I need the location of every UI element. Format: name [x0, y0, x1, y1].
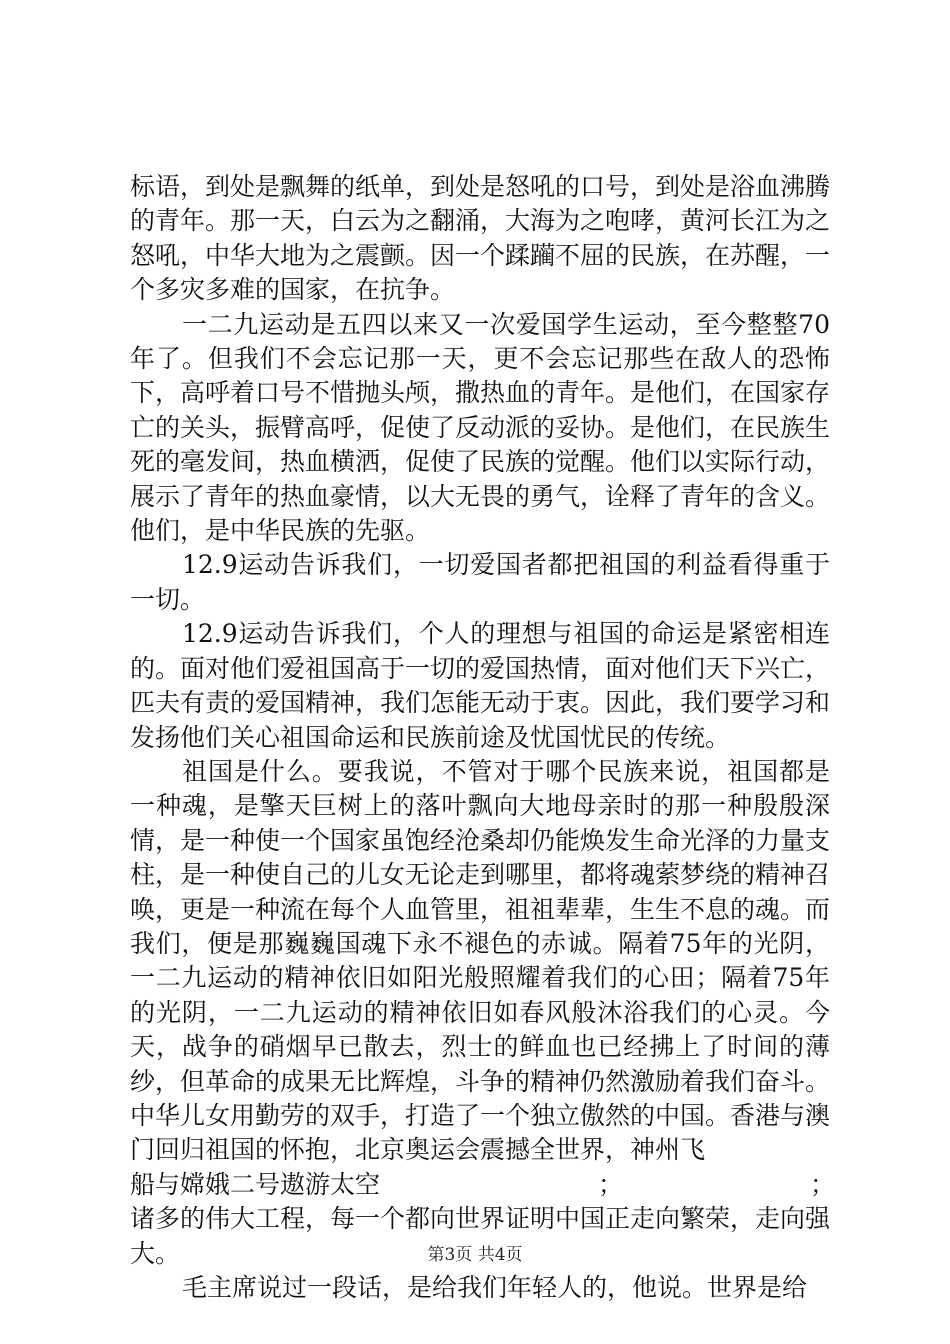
paragraph-2: 一二九运动是五四以来又一次爱国学生运动，至今整整70年了。但我们不会忘记那一天，更不会忘记那些在敌人的恐怖下，高呼着口号不惜抛头颅，撒热血的青年。是他们，在国家存亡的关头，振臂高呼，促使了反动派的妥协。是他们，在民族生死的毫发间，热血横洒，促使了民族的觉醒。他们以实际行动，展示了青年的热血豪情，以大无畏的勇气，诠释了青年的含义。他们，是中华民族的先驱。: [130, 309, 831, 546]
paragraph-4: 12.9运动告诉我们，个人的理想与祖国的命运是紧密相连的。面对他们爱祖国高于一切的爱国热情，面对他们天下兴亡，匹夫有责的爱国精神，我们怎能无动于衷。因此，我们要学习和发扬他们关心祖国命运和民族前途及忧国忧民的传统。: [130, 619, 831, 752]
paragraph-5: 祖国是什么。要我说，不管对于哪个民族来说，祖国都是一种魂，是擎天巨树上的落叶飘向大地母亲时的那一种殷殷深情，是一种使一个国家虽饱经沧桑却仍能焕发生命光泽的力量支柱，是一种使自己的儿女无论走到哪里，都将魂萦梦绕的精神召唤，更是一种流在每个人血管里，祖祖辈辈，生生不息的魂。而我们，便是那巍巍国魂下永不褪色的赤诚。隔着75年的光阴，一二九运动的精神依旧如阳光般照耀着我们的心田；隔着75年的光阴，一二九运动的精神依旧如春风般沐浴我们的心灵。今天，战争的硝烟早已散去，烈士的鲜血也已经拂上了时间的薄纱，但革命的成果无比辉煌，斗争的精神仍然激励着我们奋斗。中华儿女用勤劳的双手，打造了一个独立傲然的中国。香港与澳门回归祖国的怀抱，北京奥运会震撼全世界，神州飞: [130, 756, 831, 1165]
paragraph-5-spaced-line: [130, 1168, 836, 1202]
spaced-line-semicolon-2: ；: [810, 1169, 836, 1199]
paragraph-3: 12.9运动告诉我们，一切爱国者都把祖国的利益看得重于一切。: [130, 550, 830, 614]
paragraph-5-continuation: 诸多的伟大工程，每一个都向世界证明中国正走向繁荣，走向强大。: [130, 1204, 831, 1268]
paragraph-6: 毛主席说过一段话，是给我们年轻人的，他说。世界是给: [182, 1272, 808, 1302]
page-footer: 第3页 共4页: [427, 1245, 523, 1265]
spaced-line-text: 船与嫦娥二号遨游太空: [130, 1169, 381, 1199]
body-text: [130, 170, 836, 1305]
paragraph-1: 标语，到处是飘舞的纸单，到处是怒吼的口号，到处是浴血沸腾的青年。那一天，白云为之翻涌，大海为之咆哮，黄河长江为之怒吼，中华大地为之震颤。因一个蹂躏不屈的民族，在苏醒，一个多灾多难的国家，在抗争。: [130, 172, 831, 305]
spaced-line-semicolon-1: ；: [598, 1169, 624, 1199]
